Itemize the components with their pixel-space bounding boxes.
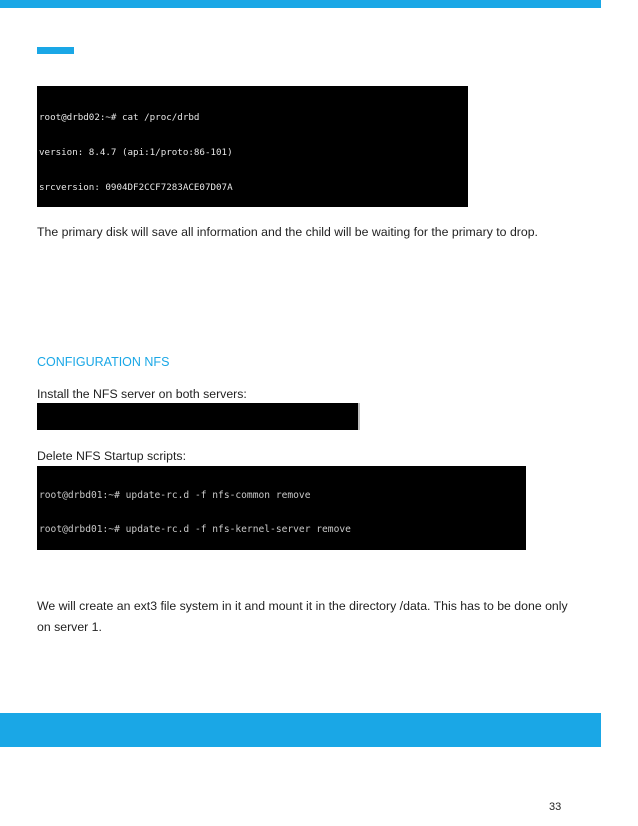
drbd-terminal-screenshot (37, 86, 468, 207)
terminal-line: srcversion: 0904DF2CCF7283ACE07D07A (39, 182, 233, 194)
install-terminal-screenshot (37, 403, 360, 430)
terminal-line: root@drbd01:~# update-rc.d -f nfs-common remove (39, 490, 311, 502)
terminal-line: root@drbd01:~# update-rc.d -f nfs-kernel-server remove (39, 524, 351, 536)
terminal-line: version: 8.4.7 (api:1/proto:86-101) (39, 146, 233, 158)
accent-dash (37, 47, 74, 54)
nfs-terminal-screenshot (37, 466, 526, 550)
bottom-accent-bar (0, 713, 601, 747)
section-heading: CONFIGURATION NFS (37, 355, 170, 369)
paragraph-delete-scripts: Delete NFS Startup scripts: (37, 449, 186, 463)
paragraph-primary-disk: The primary disk will save all information and the child will be waiting for the primary to drop. (37, 225, 538, 239)
paragraph-install-nfs: Install the NFS server on both servers: (37, 387, 247, 401)
terminal-line: root@drbd02:~# cat /proc/drbd (39, 111, 200, 123)
page-number: 33 (549, 801, 562, 813)
paragraph-ext3-filesystem: We will create an ext3 file system in it and mount it in the directory /data. This has to be done only on server 1. (37, 599, 568, 634)
top-accent-bar (0, 0, 601, 8)
